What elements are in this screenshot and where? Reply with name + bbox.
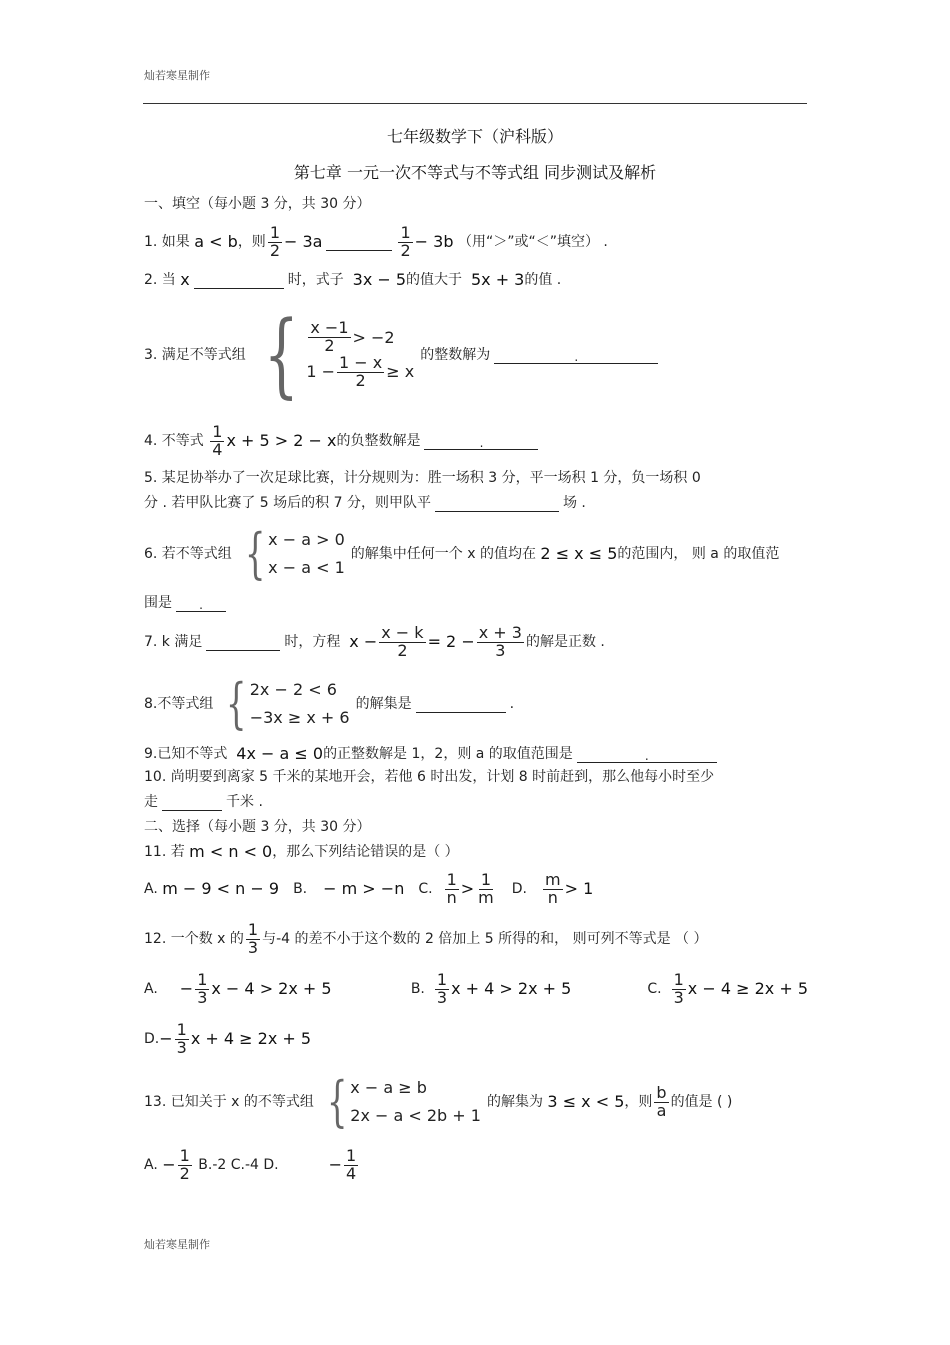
q13-text-then: ，则 [624, 1094, 653, 1110]
question-5-line2 [144, 493, 808, 513]
q6-text-mid: 的解集中任何一个 x 的值均在 [350, 546, 536, 562]
q10-answer-blank[interactable] [162, 794, 222, 811]
question-6 [144, 522, 808, 585]
q2-text-greater: 的值大于 [406, 272, 463, 288]
question-1 [144, 220, 808, 264]
section-choice-heading: 二、选择（每小题 3 分，共 30 分） [144, 819, 371, 835]
q1-math-cond: a < b [194, 232, 238, 251]
q6-system [238, 522, 345, 585]
q13-row2: 2x − a < 2b + 1 [350, 1106, 481, 1125]
q2-var: x [180, 270, 190, 289]
doc-title: 七年级数学下（沪科版） [386, 127, 563, 146]
question-5-line1: 5. 某足协举办了一次足球比赛，计分规则为：胜一场积 3 分，平一场积 1 分，负一场积 0 [144, 470, 701, 486]
q12-option-b: x + 4 > 2x + 5 [451, 979, 572, 998]
q11-text-end: ，那么下列结论错误的是（ ） [272, 844, 459, 860]
q10-text: 走 [144, 794, 158, 810]
q3-text-answer: 的整数解为 [420, 347, 491, 363]
q1-right-expr: − 3b [414, 232, 454, 251]
q12-option-a-label[interactable]: A. [144, 981, 158, 997]
q8-row2: −3x ≥ x + 6 [249, 708, 350, 727]
q7-answer-blank[interactable] [206, 634, 280, 651]
q12-c-frac: $\frac{1}{3}$ [673, 969, 684, 1007]
q6-text: 6. 若不等式组 [144, 546, 232, 562]
q2-expr2: 5x + 3 [470, 270, 525, 289]
q7-expr-left: x − [349, 632, 378, 651]
q6-row1: x − a > 0 [268, 530, 345, 549]
q11-d-frac: $\frac{m}{n}$ [544, 869, 561, 907]
q8-brace: { [226, 672, 247, 735]
doc-subtitle: 第七章 一元一次不等式与不等式组 同步测试及解析 [293, 163, 657, 182]
q13-frac: $\frac{b}{a}$ [656, 1082, 667, 1120]
q12-option-d-label[interactable]: D. [144, 1031, 160, 1047]
q2-expr1: 3x − 5 [352, 270, 407, 289]
q4-answer-blank[interactable]: . [424, 433, 538, 450]
q11-option-a: m − 9 < n − 9 [162, 879, 280, 898]
q1-text-then: ，则 [237, 234, 266, 250]
header-rule [143, 103, 807, 104]
question-7 [144, 618, 808, 666]
q11-option-a-label[interactable]: A. [144, 881, 158, 897]
q11-option-c-label[interactable]: C. [418, 881, 433, 897]
q13-system [320, 1070, 481, 1133]
q12-text-end: 与-4 的差不小于这个数的 2 倍加上 5 所得的和， 则可列不等式是 （ ） [262, 931, 708, 947]
q6-brace: { [244, 522, 266, 585]
q13-text-end: 的值是 ( ) [670, 1094, 733, 1110]
q13-d-frac: $\frac{1}{4}$ [346, 1145, 357, 1183]
q4-frac: $\frac{1}{4}$ [212, 421, 223, 459]
question-10-line1: 10. 尚明要到离家 5 千米的某地开会，若他 6 时出发，计划 8 时前赶到，那么他每小时至少 [144, 769, 715, 785]
q8-row1: 2x − 2 < 6 [249, 680, 337, 699]
q12-a-frac: $\frac{1}{3}$ [197, 969, 208, 1007]
q1-answer-blank[interactable] [326, 234, 392, 251]
question-9 [144, 744, 808, 764]
q11-text: 11. 若 [144, 844, 185, 860]
question-3 [144, 301, 808, 408]
q7-frac2: $\frac{x + 3}{3}$ [478, 622, 522, 660]
q7-text: 7. k 满足 [144, 634, 203, 650]
q12-frac: $\frac{1}{3}$ [247, 919, 259, 957]
q8-text-answer: 的解集是 [355, 696, 412, 712]
q3-system [252, 301, 415, 408]
question-11-options [144, 866, 808, 912]
q8-text: 8.不等式组 [144, 696, 214, 712]
q1-instruction: （用“＞”或“＜”填空） . [457, 234, 608, 250]
question-8: 8.不等式组 { 2x − 2 < 6 −3x ≥ x + 6 的解集是 . [144, 672, 515, 735]
q1-left-expr: − 3a [284, 232, 323, 251]
q6-range: 2 ≤ x ≤ 5 [540, 544, 618, 563]
q12-option-a: x − 4 > 2x + 5 [211, 979, 332, 998]
q6-text-end: 的范围内， 则 a 的取值范 [617, 546, 780, 562]
q12-d-frac: $\frac{1}{3}$ [176, 1019, 187, 1057]
q9-text-answer: 的正整数解是 1，2，则 a 的取值范围是 [323, 746, 573, 762]
q11-option-d-label[interactable]: D. [511, 881, 527, 897]
q13-text-sol: 的解集为 [486, 1094, 543, 1110]
q2-text: 2. 当 [144, 272, 176, 288]
q13-text: 13. 已知关于 x 的不等式组 [144, 1094, 314, 1110]
q11-option-b: − m > −n [323, 879, 405, 898]
q3-text: 3. 满足不等式组 [144, 347, 246, 363]
q11-c-frac2: $\frac{1}{m}$ [478, 869, 494, 907]
q8-system [219, 672, 350, 735]
q4-text-answer: 的负整数解是 [336, 433, 421, 449]
q3-row1: $\frac{x -1}{2}$ > −2 [310, 318, 395, 356]
q13-option-a-label[interactable]: A. [144, 1157, 158, 1173]
q3-answer-blank[interactable]: . [494, 347, 658, 364]
q6-answer-blank[interactable]: . [176, 595, 226, 612]
q11-c-frac1: $\frac{1}{n}$ [446, 869, 457, 907]
q12-text: 12. 一个数 x 的 [144, 931, 244, 947]
q1-frac-right: $\frac{1}{2}$ [400, 222, 411, 260]
question-2 [144, 270, 808, 290]
q9-expr: 4x − a ≤ 0 [236, 744, 324, 763]
q6-text-range: 围是 [144, 595, 172, 611]
q3-brace: { [263, 301, 299, 408]
q1-frac-left: $\frac{1}{2}$ [269, 222, 280, 260]
q4-expr: x + 5 > 2 − x [226, 431, 337, 450]
q8-answer-blank[interactable] [416, 696, 506, 713]
page-header: 灿若寒星制作 [144, 69, 210, 82]
q5-text-end: 场 . [562, 495, 586, 511]
q7-text-eq: 时，方程 [284, 634, 341, 650]
q7-expr-mid: = 2 − [427, 632, 475, 651]
q5-text: 分 . 若甲队比赛了 5 场后的积 7 分，则甲队平 [144, 495, 431, 511]
q11-cond: m < n < 0 [189, 842, 273, 861]
q11-option-b-label[interactable]: B. [293, 881, 308, 897]
question-13 [144, 1070, 808, 1133]
q1-text: 1. 如果 [144, 234, 190, 250]
q7-frac1: $\frac{x - k}{2}$ [381, 622, 424, 660]
q10-text-end: 千米 . [226, 794, 263, 810]
q13-brace: { [326, 1070, 348, 1133]
q2-text-end: 的值 . [524, 272, 562, 288]
question-12 [144, 916, 808, 962]
q2-answer-blank[interactable] [194, 272, 284, 289]
q12-option-b-label[interactable]: B. [410, 981, 425, 997]
q13-range: 3 ≤ x < 5 [547, 1092, 625, 1111]
page-footer: 灿若寒星制作 [144, 1238, 210, 1251]
q9-answer-blank[interactable]: . [577, 746, 717, 763]
question-12-options-abc: A. − $\frac{1}{3}$ x − 4 > 2x + 5 B. $\frac{1}{3}$ x + 4 > 2x + 5 C. $\frac{1}{3}$ x − 4 ≥ 2x + 5 [144, 969, 808, 1007]
q6-row2: x − a < 1 [268, 558, 345, 577]
question-10-line2 [144, 792, 808, 812]
q7-text-end: 的解是正数 . [525, 634, 605, 650]
q12-option-d: x + 4 ≥ 2x + 5 [190, 1029, 312, 1048]
q12-b-frac: $\frac{1}{3}$ [436, 969, 448, 1007]
q12-option-c: x − 4 ≥ 2x + 5 [687, 979, 808, 998]
question-13-options: A. − $\frac{1}{2}$ B.-2 C.-4 D. − $\frac{1}{4}$ [144, 1145, 357, 1183]
q2-text-expr: 时，式子 [287, 272, 344, 288]
question-12-option-d: D. − $\frac{1}{3}$ x + 4 ≥ 2x + 5 [144, 1019, 312, 1057]
question-11 [144, 842, 808, 862]
q11-option-c: > [460, 879, 475, 898]
q13-row1: x − a ≥ b [350, 1078, 427, 1097]
q5-answer-blank[interactable] [435, 495, 559, 512]
q13-a-frac: $\frac{1}{2}$ [179, 1145, 190, 1183]
section-fill-heading: 一、填空（每小题 3 分，共 30 分） [144, 196, 371, 212]
q11-option-d: > 1 [564, 879, 594, 898]
q4-text: 4. 不等式 [144, 433, 204, 449]
question-6-line2 [144, 593, 808, 613]
q3-row2: 1 − $\frac{1 - x}{2}$ ≥ x [306, 353, 415, 390]
question-4 [144, 418, 808, 464]
q12-option-c-label[interactable]: C. [647, 981, 662, 997]
q13-options-bcd[interactable]: B.-2 C.-4 D. [198, 1157, 279, 1173]
q9-text: 9.已知不等式 [144, 746, 228, 762]
